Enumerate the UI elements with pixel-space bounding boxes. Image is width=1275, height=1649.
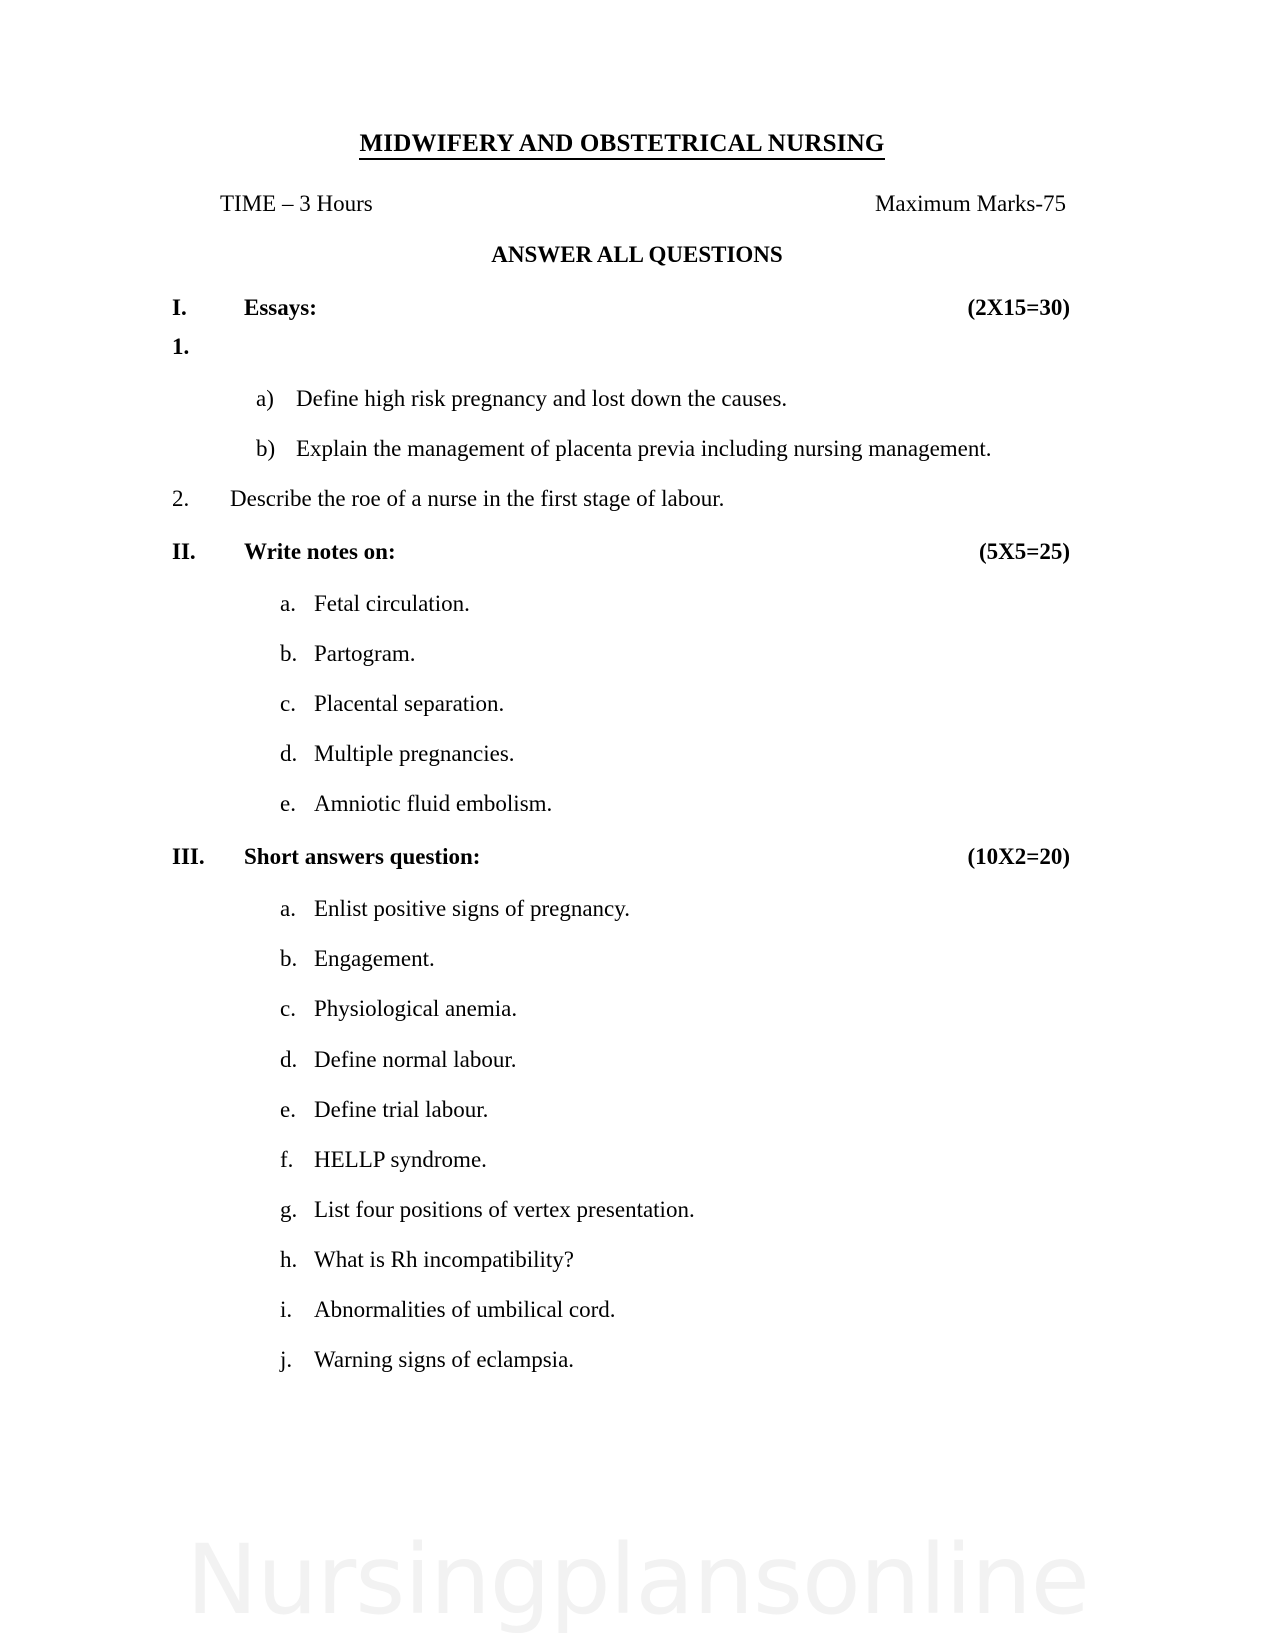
list-item — [172, 433, 1072, 464]
list-item-text: Amniotic fluid embolism. — [314, 791, 553, 817]
section-number-ii: II. — [172, 539, 196, 565]
list-item-marker: e. — [280, 1096, 296, 1122]
list-item — [172, 993, 1072, 1024]
list-item-marker: c. — [280, 996, 296, 1022]
list-item — [172, 1244, 1072, 1275]
list-item-marker: g. — [280, 1196, 298, 1222]
section-heading-ii — [172, 537, 1072, 567]
list-item-text: Abnormalities of umbilical cord. — [314, 1296, 616, 1322]
list-item — [172, 588, 1072, 619]
list-item — [172, 943, 1072, 974]
section-ii-list — [172, 588, 1072, 819]
section-marks-ii: (5X5=25) — [978, 539, 1070, 565]
section-label-ii: Write notes on: — [244, 539, 396, 565]
exam-max-marks: Maximum Marks-75 — [874, 190, 1066, 216]
list-item-text: Placental separation. — [314, 691, 505, 717]
list-item-text: Define high risk pregnancy and lost down the causes. — [296, 386, 788, 412]
question-1-marker: 1. — [172, 334, 190, 360]
list-item — [172, 638, 1072, 669]
list-item-text: Enlist positive signs of pregnancy. — [314, 896, 630, 922]
list-item-marker: c. — [280, 691, 296, 717]
list-item-text: Physiological anemia. — [314, 996, 518, 1022]
list-item-text: Fetal circulation. — [314, 591, 470, 617]
list-item — [172, 1194, 1072, 1225]
section-iii-list — [172, 893, 1072, 1374]
list-item — [172, 688, 1072, 719]
list-item — [172, 1344, 1072, 1375]
list-item-text: Partogram. — [314, 641, 416, 667]
page-title — [172, 128, 1072, 163]
exam-meta-row — [172, 189, 1072, 219]
question-2 — [172, 483, 1072, 514]
list-item-text: List four positions of vertex presentation. — [314, 1196, 695, 1222]
list-item — [172, 788, 1072, 819]
question-1-sublist — [172, 383, 1072, 464]
question-2-marker: 2. — [172, 486, 190, 512]
list-item-marker: e. — [280, 791, 296, 817]
section-number-i: I. — [172, 295, 187, 321]
list-item-text: Explain the management of placenta previa including nursing management. — [296, 436, 992, 462]
exam-time: TIME – 3 Hours — [220, 190, 373, 216]
section-label-iii: Short answers question: — [244, 844, 481, 870]
list-item-text: Define normal labour. — [314, 1046, 517, 1072]
list-item — [172, 383, 1072, 414]
section-marks-i: (2X15=30) — [967, 295, 1070, 321]
section-label-i: Essays: — [244, 295, 317, 321]
section-number-iii: III. — [172, 844, 205, 870]
list-item-marker: b. — [280, 946, 298, 972]
list-item-marker: f. — [280, 1146, 294, 1172]
section-heading-i — [172, 293, 1072, 323]
list-item — [172, 738, 1072, 769]
section-marks-iii: (10X2=20) — [967, 844, 1070, 870]
list-item-text: HELLP syndrome. — [314, 1146, 487, 1172]
list-item-marker: a. — [280, 591, 296, 617]
list-item-marker: j. — [280, 1346, 293, 1372]
list-item-marker: b) — [256, 436, 276, 462]
list-item-text: What is Rh incompatibility? — [314, 1246, 574, 1272]
list-item — [172, 1044, 1072, 1075]
site-watermark: Nursingplansonline — [186, 1524, 1089, 1637]
list-item — [172, 1094, 1072, 1125]
list-item-text: Engagement. — [314, 946, 435, 972]
list-item — [172, 893, 1072, 924]
list-item-text: Define trial labour. — [314, 1096, 489, 1122]
document-content — [172, 128, 1072, 1375]
list-item-marker: d. — [280, 1046, 298, 1072]
section-heading-iii — [172, 842, 1072, 872]
list-item-marker: a) — [256, 386, 274, 412]
list-item — [172, 1294, 1072, 1325]
list-item-marker: h. — [280, 1246, 298, 1272]
list-item-marker: b. — [280, 641, 298, 667]
list-item-marker: i. — [280, 1296, 293, 1322]
list-item-marker: a. — [280, 896, 296, 922]
exam-instruction: ANSWER ALL QUESTIONS — [491, 242, 783, 268]
list-item-text: Warning signs of eclampsia. — [314, 1346, 575, 1372]
page-title-text: MIDWIFERY AND OBSTETRICAL NURSING — [359, 130, 884, 160]
question-2-text: Describe the roe of a nurse in the first stage of labour. — [230, 486, 725, 512]
list-item-marker: d. — [280, 741, 298, 767]
question-1 — [172, 331, 1072, 362]
list-item-text: Multiple pregnancies. — [314, 741, 515, 767]
list-item — [172, 1144, 1072, 1175]
